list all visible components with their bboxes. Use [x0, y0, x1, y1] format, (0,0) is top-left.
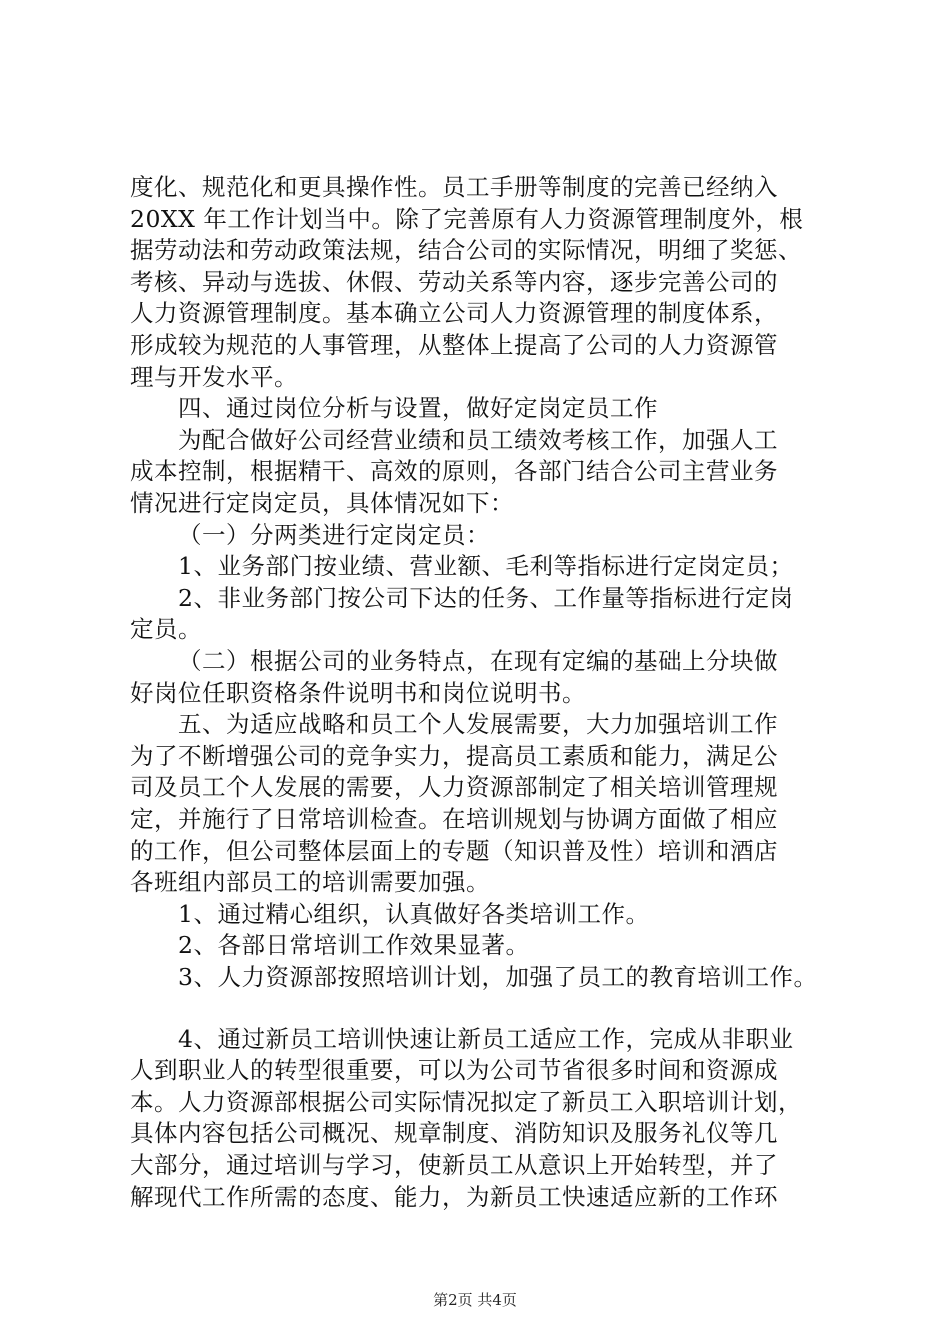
- paragraph-line: 具体内容包括公司概况、规章制度、消防知识及服务礼仪等几: [130, 1119, 778, 1148]
- paragraph-line: 情况进行定岗定员，具体情况如下：: [130, 489, 514, 517]
- paragraph-line: 解现代工作所需的态度、能力，为新员工快速适应新的工作环: [130, 1182, 778, 1211]
- paragraph-line: 大部分，通过培训与学习，使新员工从意识上开始转型，并了: [130, 1151, 778, 1179]
- page-footer: 第2页 共4页: [433, 1291, 517, 1309]
- paragraph-line: 形成较为规范的人事管理，从整体上提高了公司的人力资源管: [130, 331, 778, 359]
- paragraph-line: 为了不断增强公司的竞争实力，提高员工素质和能力，满足公: [130, 741, 778, 770]
- paragraph-line: 各班组内部员工的培训需要加强。: [130, 868, 490, 897]
- subsection-heading: （一）分两类进行定岗定员：: [178, 520, 490, 549]
- paragraph-line: 人到职业人的转型很重要，可以为公司节省很多时间和资源成: [130, 1056, 778, 1085]
- list-item: 1、通过精心组织，认真做好各类培训工作。: [178, 899, 650, 928]
- paragraph-line: 好岗位任职资格条件说明书和岗位说明书。: [130, 678, 586, 707]
- paragraph-line: 20XX 年工作计划当中。除了完善原有人力资源管理制度外，根: [130, 204, 804, 233]
- paragraph-line: 成本控制，根据精干、高效的原则，各部门结合公司主营业务: [130, 457, 778, 486]
- subsection-heading: （二）根据公司的业务特点，在现有定编的基础上分块做: [178, 647, 778, 675]
- section-heading: 四、通过岗位分析与设置，做好定岗定员工作: [178, 394, 658, 423]
- list-item: 4、通过新员工培训快速让新员工适应工作，完成从非职业: [178, 1024, 794, 1053]
- paragraph-line: 定，并施行了日常培训检查。在培训规划与协调方面做了相应: [130, 805, 778, 833]
- list-item: 3、人力资源部按照培训计划，加强了员工的教育培训工作。: [178, 963, 818, 991]
- paragraph-line: 的工作，但公司整体层面上的专题（知识普及性）培训和酒店: [130, 836, 778, 865]
- list-item: 2、非业务部门按公司下达的任务、工作量等指标进行定岗: [178, 583, 794, 612]
- paragraph-line: 度化、规范化和更具操作性。员工手册等制度的完善已经纳入: [130, 173, 778, 201]
- paragraph-line: 人力资源管理制度。基本确立公司人力资源管理的制度体系，: [130, 299, 778, 328]
- paragraph-line: 为配合做好公司经营业绩和员工绩效考核工作，加强人工: [178, 425, 778, 454]
- paragraph-line: 理与开发水平。: [130, 362, 298, 391]
- section-heading: 五、为适应战略和员工个人发展需要，大力加强培训工作: [178, 710, 778, 739]
- paragraph-line: 据劳动法和劳动政策法规，结合公司的实际情况，明细了奖惩、: [130, 236, 802, 265]
- paragraph-line: 本。人力资源部根据公司实际情况拟定了新员工入职培训计划，: [130, 1087, 802, 1116]
- list-item: 2、各部日常培训工作效果显著。: [178, 931, 530, 960]
- paragraph-line: 司及员工个人发展的需要，人力资源部制定了相关培训管理规: [130, 773, 778, 802]
- paragraph-line: 考核、异动与选拔、休假、劳动关系等内容，逐步完善公司的: [130, 267, 778, 296]
- paragraph-line: 定员。: [130, 615, 202, 644]
- list-item: 1、业务部门按业绩、营业额、毛利等指标进行定岗定员；: [178, 552, 794, 581]
